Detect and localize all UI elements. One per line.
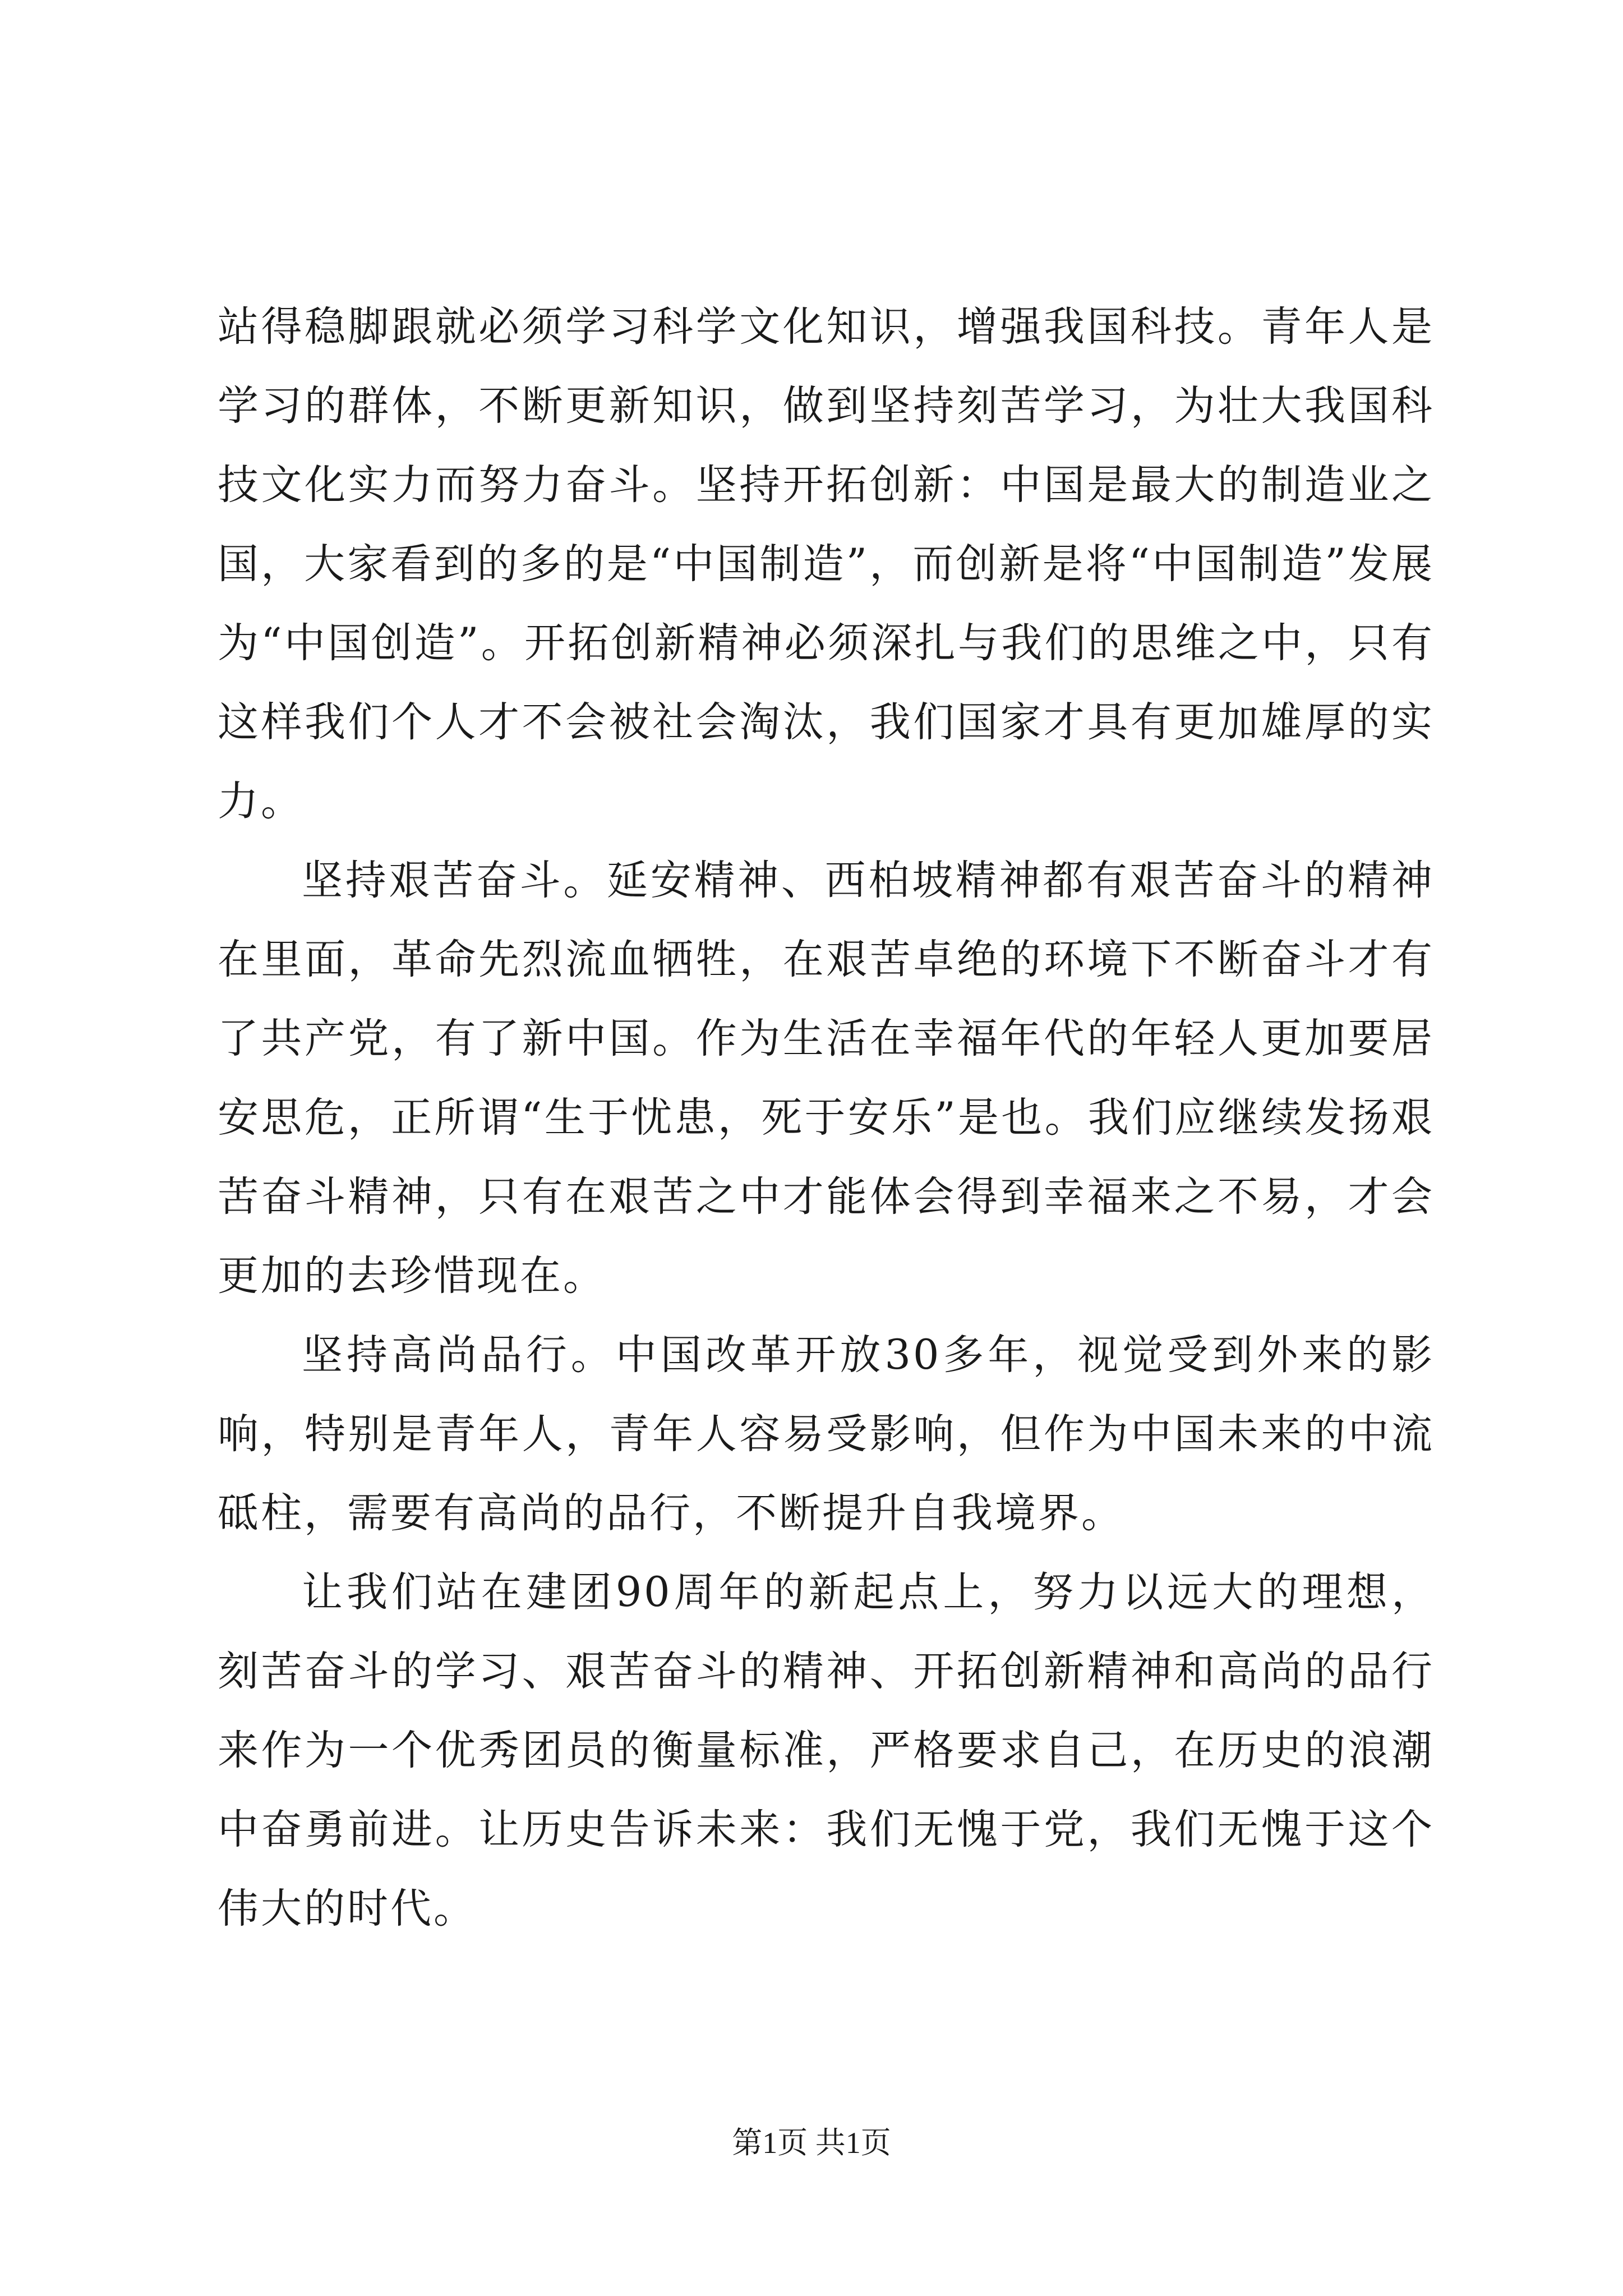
page-number-footer: 第1页 共1页 (732, 2126, 891, 2160)
paragraph-2: 坚持艰苦奋斗。延安精神、西柏坡精神都有艰苦奋斗的精神在里面，革命先烈流血牺牲，在艰苦卓绝的环境下不断奋斗才有了共产党，有了新中国。作为生活在幸福年代的年轻人更加要居安思危，正所谓“生于忧患，死于安乐”是也。我们应继续发扬艰苦奋斗精神，只有在艰苦之中才能体会得到幸福来之不易，才会更加的去珍惜现在。 (218, 857, 1435, 1300)
paragraph-1: 站得稳脚跟就必须学习科学文化知识，增强我国科技。青年人是学习的群体，不断更新知识，做到坚持刻苦学习，为壮大我国科技文化实力而努力奋斗。坚持开拓创新：中国是最大的制造业之国，大家看到的多的是“中国制造”，而创新是将“中国制造”发展为“中国创造”。开拓创新精神必须深扎与我们的思维之中，只有这样我们个人才不会被社会淘汰，我们国家才具有更加雄厚的实力。 (218, 303, 1435, 825)
paragraph-4: 让我们站在建团90周年的新起点上，努力以远大的理想，刻苦奋斗的学习、艰苦奋斗的精神、开拓创新精神和高尚的品行来作为一个优秀团员的衡量标准，严格要求自己，在历史的浪潮中奋勇前进。让历史告诉未来：我们无愧于党，我们无愧于这个伟大的时代。 (218, 1568, 1435, 1932)
paragraph-3: 坚持高尚品行。中国改革开放30多年，视觉受到外来的影响，特别是青年人，青年人容易受影响，但作为中国未来的中流砥柱，需要有高尚的品行，不断提升自我境界。 (218, 1331, 1435, 1537)
document-body (218, 287, 1435, 1948)
